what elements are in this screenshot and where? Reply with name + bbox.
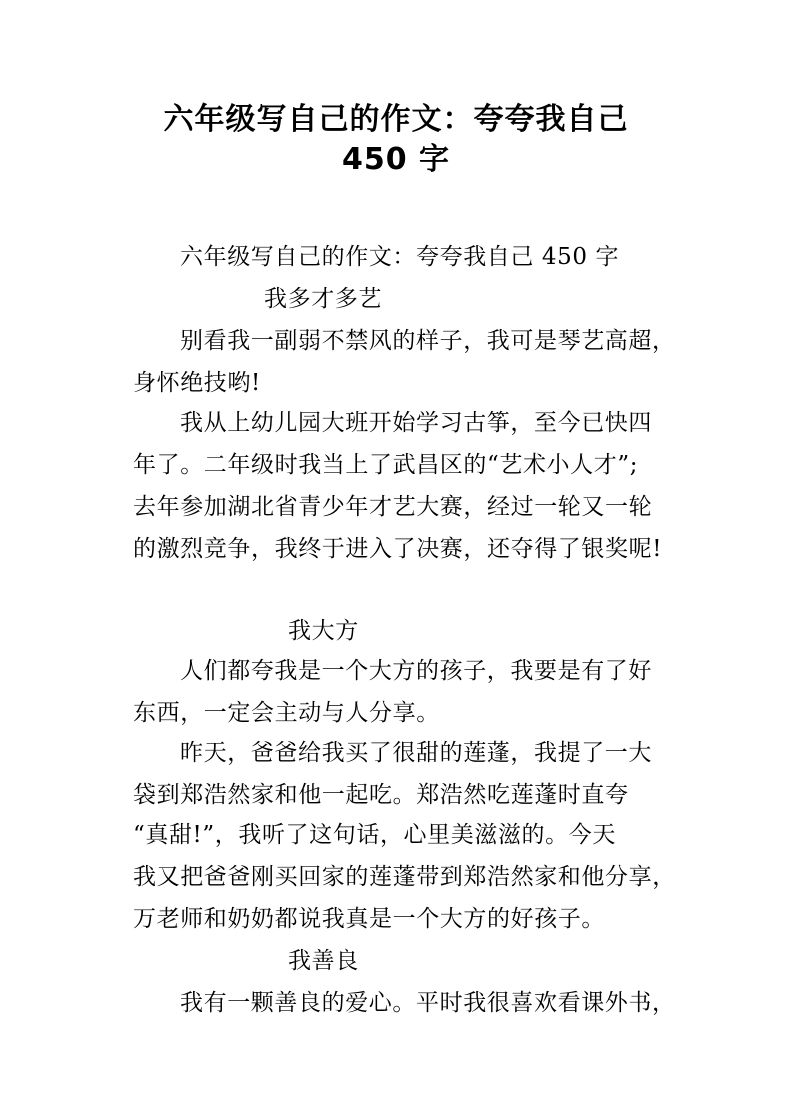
body-line: “真甜!”，我听了这句话，心里美滋滋的。今天 — [133, 822, 616, 848]
body-line: 我又把爸爸刚买回家的莲蓬带到郑浩然家和他分享， — [133, 864, 676, 890]
body-line: 六年级写自己的作文：夸夸我自己 450 字 — [180, 244, 620, 270]
body-line: 万老师和奶奶都说我真是一个大方的好孩子。 — [133, 906, 605, 932]
body-line: 东西，一定会主动与人分享。 — [133, 700, 440, 726]
body-line: 的激烈竞争，我终于进入了决赛，还夺得了银奖呢! — [133, 536, 663, 562]
body-line: 人们都夸我是一个大方的孩子，我要是有了好 — [180, 658, 652, 684]
body-line: 昨天，爸爸给我买了很甜的莲蓬，我提了一大 — [180, 740, 652, 766]
body-line: 去年参加湖北省青少年才艺大赛，经过一轮又一轮 — [133, 494, 653, 520]
section-heading: 我善良 — [288, 948, 359, 974]
section-heading: 我大方 — [288, 618, 359, 644]
body-line: 袋到郑浩然家和他一起吃。郑浩然吃莲蓬时直夸 — [133, 782, 629, 808]
document-title-line-1: 六年级写自己的作文：夸夸我自己 — [163, 102, 629, 137]
body-line: 我有一颗善良的爱心。平时我很喜欢看课外书， — [180, 990, 676, 1016]
body-line: 身怀绝技哟! — [133, 370, 261, 396]
section-heading: 我多才多艺 — [264, 286, 382, 312]
body-line: 别看我一副弱不禁风的样子，我可是琴艺高超， — [180, 328, 676, 354]
body-line: 年了。二年级时我当上了武昌区的“艺术小人才”; — [133, 452, 639, 478]
body-line: 我从上幼儿园大班开始学习古筝，至今已快四 — [180, 410, 652, 436]
document-title-line-2: 450 字 — [341, 142, 451, 177]
